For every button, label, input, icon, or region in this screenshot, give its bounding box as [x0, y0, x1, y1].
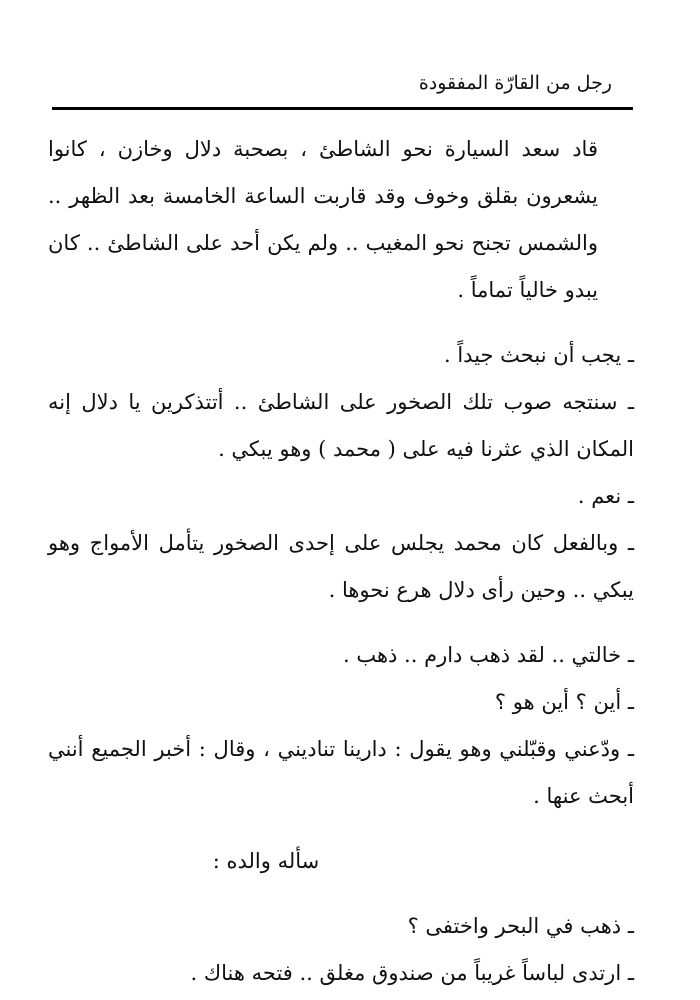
dialogue-line: ـ خالتي .. لقد ذهب دارم .. ذهب . [342, 643, 634, 667]
dialogue-line: ـ نعم . [577, 484, 634, 508]
dialogue-line: ـ ذهب في البحر واختفى ؟ [407, 914, 634, 938]
dialogue-line: ـ ودّعني وقبّلني وهو يقول : دارينا تناديني ، وقال : أخبر الجميع أنني أبحث عنها . [48, 737, 634, 808]
dialogue-line: ـ يجب أن نبحث جيداً . [443, 343, 634, 367]
dialogue-line: ـ سنتجه صوب تلك الصخور على الشاطئ .. أتتذكرين يا دلال إنه المكان الذي عثرنا فيه على ( محمد ) وهو يبكي . [48, 390, 634, 461]
paragraph-gap [48, 820, 634, 838]
paragraph-gap [48, 885, 634, 903]
dialogue-line: ـ وبالفعل كان محمد يجلس على إحدى الصخور يتأمل الأمواج وهو يبكي .. وحين رأى دلال هرع نحوها . [48, 531, 634, 602]
dialogue-line: ـ أين ؟ أين هو ؟ [494, 690, 634, 714]
body-text [48, 126, 634, 997]
paragraph-gap [48, 614, 634, 632]
running-header-title: رجل من القارّة المفقودة [418, 72, 612, 94]
narration-line: سأله والده : [212, 849, 320, 873]
paragraph-gap [48, 314, 634, 332]
dialogue-line: ـ ارتدى لباساً غريباً من صندوق مغلق .. فتحه هناك . [190, 961, 634, 985]
header-rule [52, 107, 633, 110]
paragraph-narration-1: قاد سعد السيارة نحو الشاطئ ، بصحبة دلال وخازن ، كانوا يشعرون بقلق وخوف وقد قاربت الساعة الخامسة بعد الظهر .. والشمس تجنح نحو المغيب .. ولم يكن أحد على الشاطئ .. كان يبدو خالياً تماماً . [48, 137, 598, 302]
